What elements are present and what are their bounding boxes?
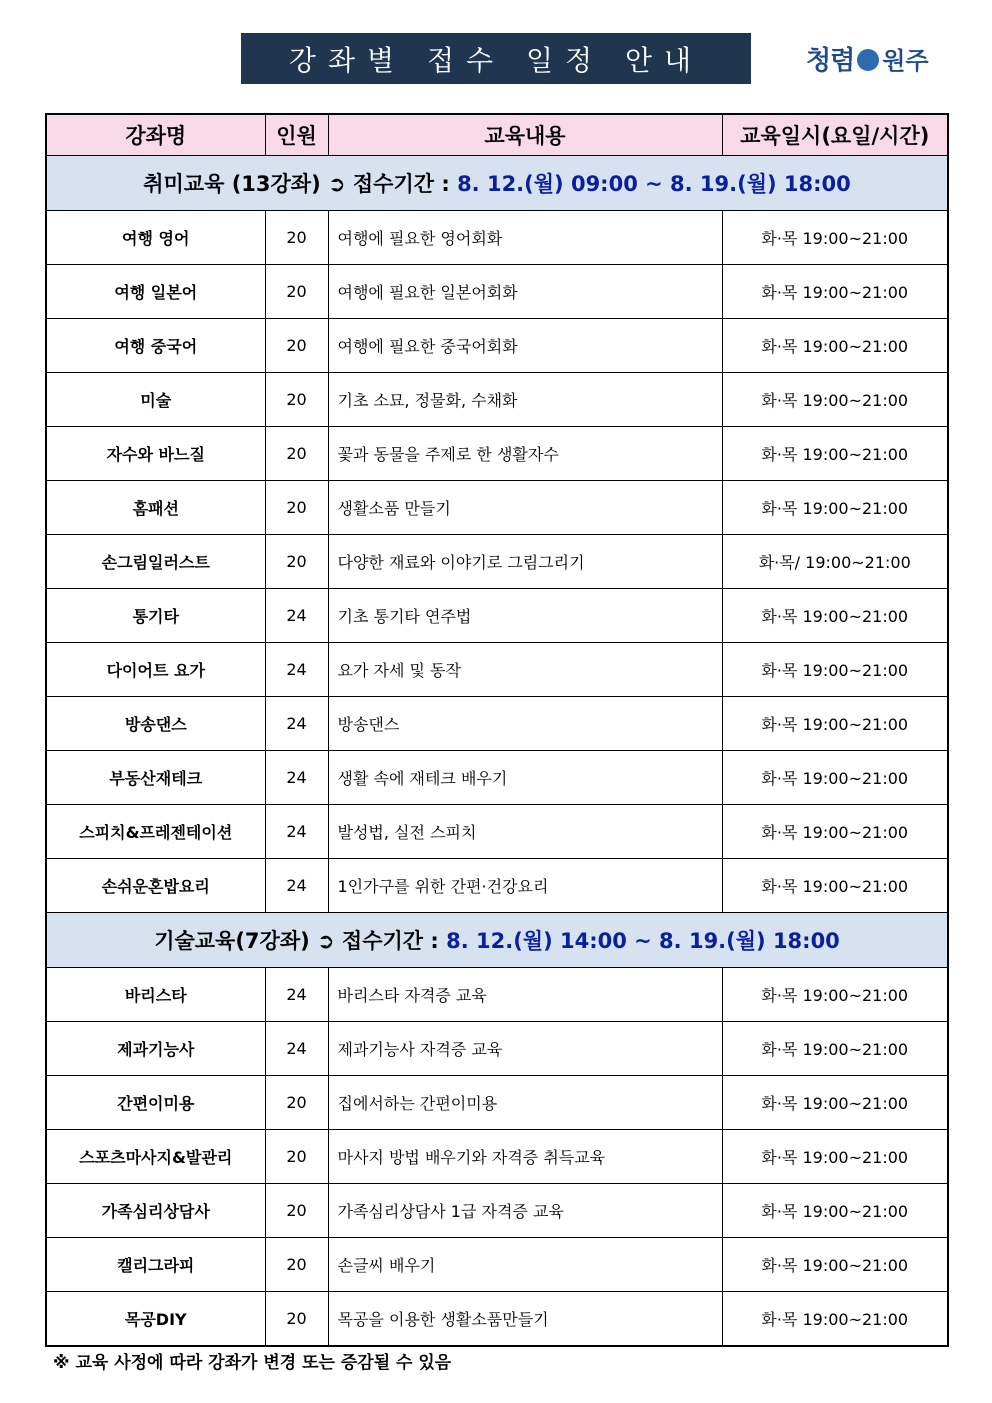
course-name: 가족심리상담사 <box>46 1184 265 1238</box>
course-capacity: 24 <box>265 751 328 805</box>
course-name: 자수와 바느질 <box>46 427 265 481</box>
course-schedule: 화·목/ 19:00~21:00 <box>722 535 948 589</box>
course-content: 제과기능사 자격증 교육 <box>328 1022 722 1076</box>
course-content: 집에서하는 간편이미용 <box>328 1076 722 1130</box>
course-capacity: 20 <box>265 535 328 589</box>
course-content: 가족심리상담사 1급 자격증 교육 <box>328 1184 722 1238</box>
course-capacity: 20 <box>265 211 328 265</box>
column-header-capacity: 인원 <box>265 114 328 156</box>
course-capacity: 20 <box>265 1184 328 1238</box>
column-header-course: 강좌명 <box>46 114 265 156</box>
logo-emblem-icon <box>857 49 879 71</box>
section-header <box>46 913 948 968</box>
course-content: 다양한 재료와 이야기로 그림그리기 <box>328 535 722 589</box>
course-schedule: 화·목 19:00~21:00 <box>722 1184 948 1238</box>
course-content: 마사지 방법 배우기와 자격증 취득교육 <box>328 1130 722 1184</box>
course-content: 1인가구를 위한 간편·건강요리 <box>328 859 722 913</box>
section-label: 기술교육(7강좌) ➲ 접수기간 : <box>154 929 447 953</box>
table-row <box>46 1130 948 1184</box>
course-schedule: 화·목 19:00~21:00 <box>722 805 948 859</box>
course-name: 스피치&프레젠테이션 <box>46 805 265 859</box>
course-name: 홈패션 <box>46 481 265 535</box>
course-name: 캘리그라피 <box>46 1238 265 1292</box>
course-content: 꽃과 동물을 주제로 한 생활자수 <box>328 427 722 481</box>
footnote: ※ 교육 사정에 따라 강좌가 변경 또는 증감될 수 있음 <box>53 1353 452 1373</box>
logo-text-right: 원주 <box>882 45 929 75</box>
course-schedule: 화·목 19:00~21:00 <box>722 1292 948 1347</box>
course-name: 간편이미용 <box>46 1076 265 1130</box>
course-name: 스포츠마사지&발관리 <box>46 1130 265 1184</box>
table-row <box>46 1292 948 1347</box>
course-name: 방송댄스 <box>46 697 265 751</box>
course-name: 여행 영어 <box>46 211 265 265</box>
course-content: 여행에 필요한 중국어회화 <box>328 319 722 373</box>
course-capacity: 24 <box>265 589 328 643</box>
course-schedule: 화·목 19:00~21:00 <box>722 968 948 1022</box>
table-row <box>46 211 948 265</box>
course-capacity: 20 <box>265 427 328 481</box>
table-row <box>46 535 948 589</box>
course-capacity: 24 <box>265 968 328 1022</box>
course-schedule: 화·목 19:00~21:00 <box>722 427 948 481</box>
course-schedule: 화·목 19:00~21:00 <box>722 859 948 913</box>
course-content: 기초 소묘, 정물화, 수채화 <box>328 373 722 427</box>
course-capacity: 20 <box>265 1130 328 1184</box>
course-name: 여행 중국어 <box>46 319 265 373</box>
column-header-schedule: 교육일시(요일/시간) <box>722 114 948 156</box>
course-schedule: 화·목 19:00~21:00 <box>722 319 948 373</box>
section-header-row <box>46 913 948 968</box>
course-name: 바리스타 <box>46 968 265 1022</box>
table-row <box>46 1238 948 1292</box>
column-header-content: 교육내용 <box>328 114 722 156</box>
table-body <box>46 156 948 1347</box>
course-name: 손그림일러스트 <box>46 535 265 589</box>
course-capacity: 20 <box>265 481 328 535</box>
course-name: 통기타 <box>46 589 265 643</box>
table-row <box>46 427 948 481</box>
course-capacity: 20 <box>265 265 328 319</box>
course-name: 다이어트 요가 <box>46 643 265 697</box>
course-capacity: 24 <box>265 643 328 697</box>
section-header-row <box>46 156 948 211</box>
course-schedule: 화·목 19:00~21:00 <box>722 751 948 805</box>
course-name: 제과기능사 <box>46 1022 265 1076</box>
course-name: 부동산재테크 <box>46 751 265 805</box>
course-schedule: 화·목 19:00~21:00 <box>722 1130 948 1184</box>
course-content: 바리스타 자격증 교육 <box>328 968 722 1022</box>
course-capacity: 20 <box>265 1076 328 1130</box>
course-capacity: 24 <box>265 697 328 751</box>
course-capacity: 24 <box>265 859 328 913</box>
table-row <box>46 751 948 805</box>
course-content: 방송댄스 <box>328 697 722 751</box>
course-content: 생활소품 만들기 <box>328 481 722 535</box>
logo-text-left: 청렴 <box>806 45 855 76</box>
table-row <box>46 265 948 319</box>
course-schedule: 화·목 19:00~21:00 <box>722 1076 948 1130</box>
course-schedule: 화·목 19:00~21:00 <box>722 1022 948 1076</box>
course-capacity: 24 <box>265 805 328 859</box>
course-content: 기초 통기타 연주법 <box>328 589 722 643</box>
city-logo <box>806 38 956 78</box>
course-schedule: 화·목 19:00~21:00 <box>722 265 948 319</box>
table-row <box>46 319 948 373</box>
course-schedule: 화·목 19:00~21:00 <box>722 211 948 265</box>
page-title-text: 강좌별 접수 일정 안내 <box>288 43 704 77</box>
table-row <box>46 643 948 697</box>
course-content: 생활 속에 재테크 배우기 <box>328 751 722 805</box>
course-capacity: 20 <box>265 1238 328 1292</box>
course-schedule: 화·목 19:00~21:00 <box>722 1238 948 1292</box>
course-name: 손쉬운혼밥요리 <box>46 859 265 913</box>
course-content: 여행에 필요한 일본어회화 <box>328 265 722 319</box>
table-row <box>46 1184 948 1238</box>
schedule-table <box>45 113 949 1347</box>
course-content: 요가 자세 및 동작 <box>328 643 722 697</box>
course-content: 목공을 이용한 생활소품만들기 <box>328 1292 722 1347</box>
course-schedule: 화·목 19:00~21:00 <box>722 373 948 427</box>
section-period: 8. 12.(월) 14:00 ~ 8. 19.(월) 18:00 <box>446 929 840 953</box>
table-row <box>46 1076 948 1130</box>
course-content: 여행에 필요한 영어회화 <box>328 211 722 265</box>
table-row <box>46 1022 948 1076</box>
page-title <box>241 33 751 84</box>
course-schedule: 화·목 19:00~21:00 <box>722 697 948 751</box>
table-row <box>46 373 948 427</box>
course-schedule: 화·목 19:00~21:00 <box>722 589 948 643</box>
course-capacity: 20 <box>265 319 328 373</box>
course-capacity: 20 <box>265 1292 328 1347</box>
course-name: 여행 일본어 <box>46 265 265 319</box>
table-row <box>46 968 948 1022</box>
course-content: 발성법, 실전 스피치 <box>328 805 722 859</box>
course-schedule: 화·목 19:00~21:00 <box>722 481 948 535</box>
course-schedule: 화·목 19:00~21:00 <box>722 643 948 697</box>
table-row <box>46 859 948 913</box>
course-capacity: 24 <box>265 1022 328 1076</box>
section-period: 8. 12.(월) 09:00 ~ 8. 19.(월) 18:00 <box>457 172 851 196</box>
table-row <box>46 589 948 643</box>
section-label: 취미교육 (13강좌) ➲ 접수기간 : <box>143 172 458 196</box>
course-content: 손글씨 배우기 <box>328 1238 722 1292</box>
table-row <box>46 481 948 535</box>
table-row <box>46 805 948 859</box>
table-row <box>46 697 948 751</box>
section-header <box>46 156 948 211</box>
course-name: 목공DIY <box>46 1292 265 1347</box>
course-name: 미술 <box>46 373 265 427</box>
course-capacity: 20 <box>265 373 328 427</box>
